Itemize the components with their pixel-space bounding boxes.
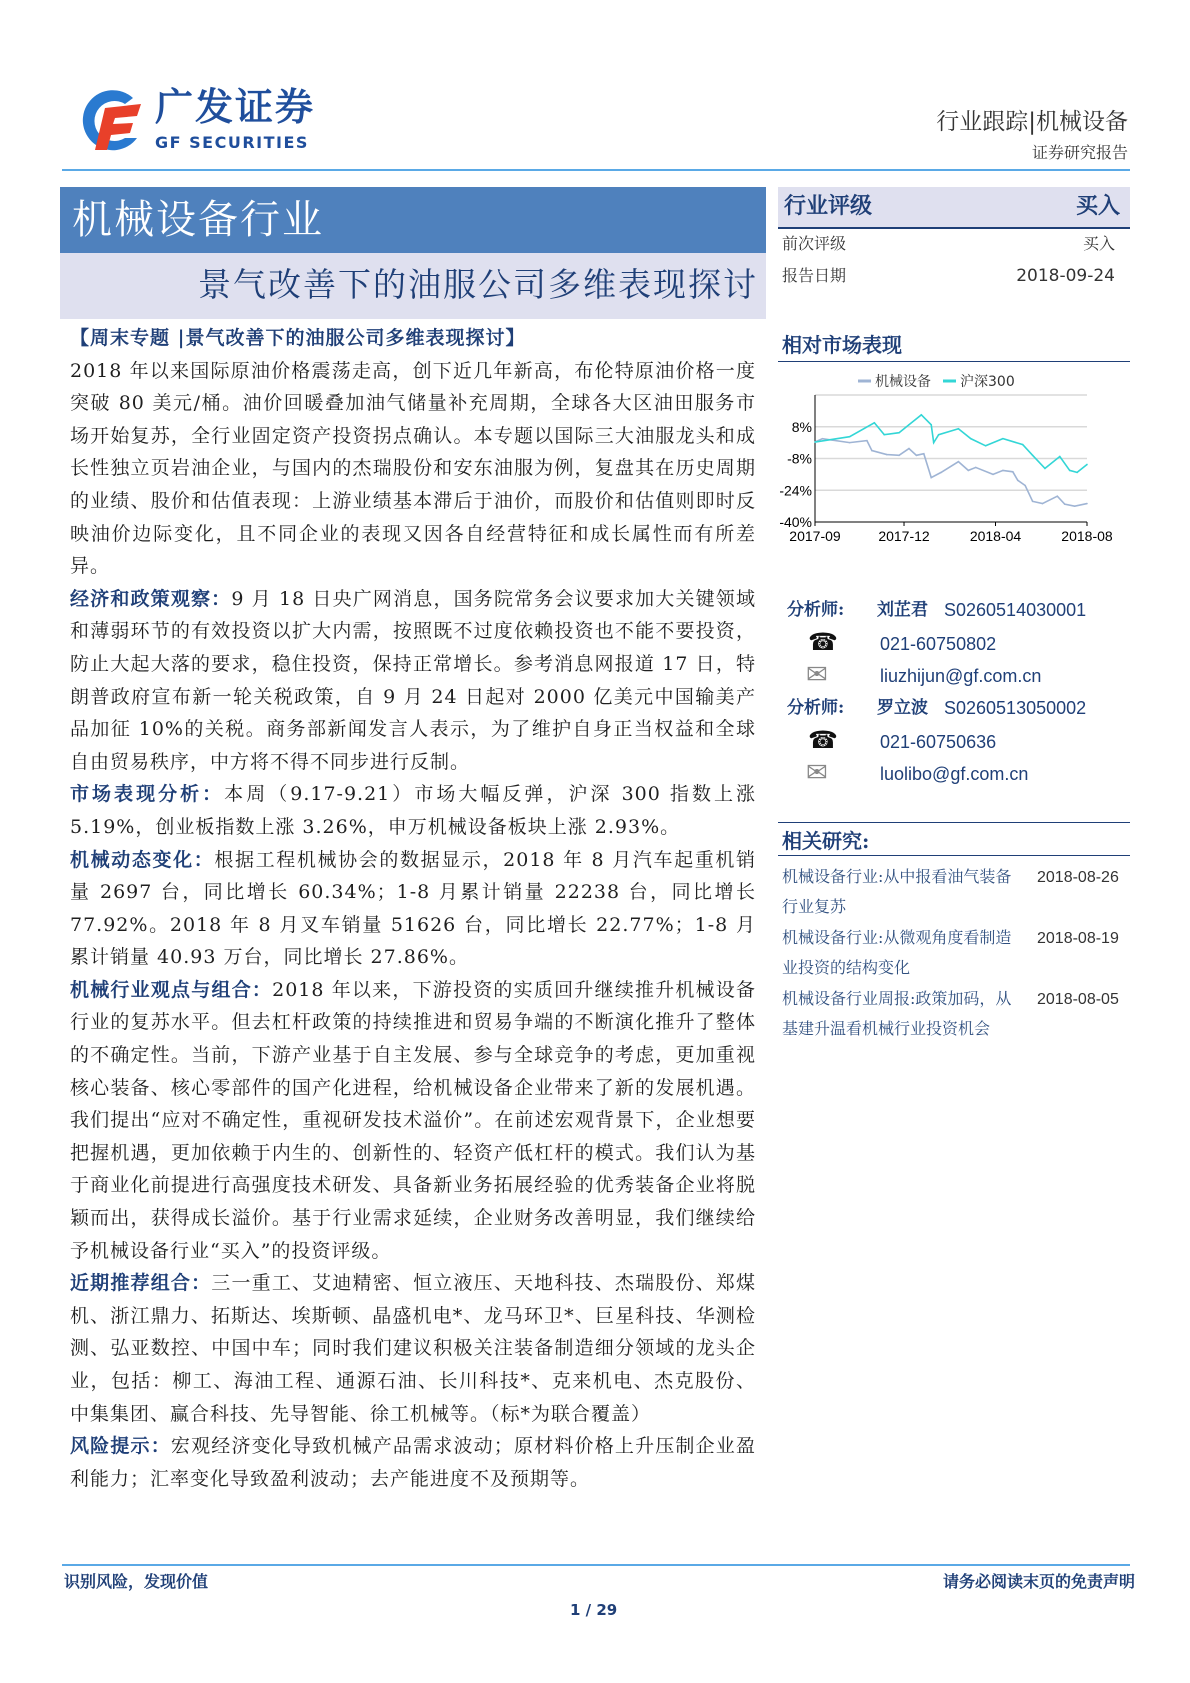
prev-rating-label: 前次评级 — [782, 234, 847, 253]
paragraph-text: 宏观经济变化导致机械产品需求波动；原材料价格上升压制企业盈利能力；汇率变化导致盈利波动；去产能进度不及预期等。 — [70, 1435, 756, 1490]
logo-text-cn: 广发证券 — [155, 85, 316, 129]
related-title: 相关研究: — [782, 829, 870, 853]
analyst-phone: 021-60750636 — [880, 732, 997, 752]
data-point — [898, 455, 900, 457]
related-divider — [778, 855, 1130, 856]
data-point — [1064, 503, 1066, 505]
data-point — [923, 453, 925, 455]
related-report-link[interactable]: 机械设备行业:从微观角度看制造业投资的结构变化 — [782, 928, 1012, 977]
data-point — [1024, 485, 1026, 487]
data-point — [874, 422, 876, 424]
data-point — [1042, 503, 1044, 505]
data-point — [958, 428, 960, 430]
paragraph-text: 9 月 18 日央广网消息，国务院常务会议要求加大关键领域和薄弱环节的有效投资以扩大内需，按照既不过度依赖投资也不能不要投资，防止大起大落的要求，稳住投资，保持正常增长。参考消息网报道 17 日，特朗普政府宣布新一轮关税政策，自 9 月 24 日起对 2000 亿美元中国输美产品加征 10%的关税。商务部新闻发言人表示，为了维护自身正当权益和全球自由贸易秩序，中方将不得不同步进行反制。 — [70, 587, 756, 773]
analyst-phone: 021-60750802 — [880, 634, 997, 654]
email-icon: ✉ — [806, 660, 828, 690]
data-point — [992, 474, 994, 476]
phone-icon: ☎ — [808, 726, 838, 754]
lead-label: 机械动态变化： — [70, 848, 215, 871]
related-top-divider — [778, 822, 1130, 823]
topic-heading: 【周末专题 |景气改善下的油服公司多维表现探讨】 — [70, 327, 526, 349]
data-point — [1022, 444, 1024, 446]
rating-label: 行业评级 — [784, 193, 873, 219]
report-type: 证券研究报告 — [1031, 143, 1128, 162]
analyst-email[interactable]: liuzhijun@gf.com.cn — [880, 666, 1042, 686]
lead-label: 机械行业观点与组合： — [70, 978, 273, 1001]
series-line-machinery — [815, 439, 1087, 506]
data-point — [1086, 503, 1088, 505]
paragraph-market — [70, 778, 756, 843]
paragraph-text: 本周（9.17-9.21）市场大幅反弹，沪深 300 指数上涨 5.19%，创业板指数上涨 3.26%，申万机械设备板块上涨 2.93%。 — [70, 783, 756, 838]
data-point — [908, 424, 910, 426]
data-point — [1032, 501, 1034, 503]
report-date-value: 2018-09-24 — [1016, 266, 1115, 286]
header-divider — [62, 169, 1130, 171]
x-tick-label: 2018-08 — [1061, 528, 1113, 544]
page-number: 1 / 29 — [570, 1601, 618, 1619]
data-point — [1074, 505, 1076, 507]
lead-label: 市场表现分析： — [70, 783, 225, 806]
paragraph-text: 根据工程机械协会的数据显示，2018 年 8 月汽车起重机销量 2697 台，同比增长 60.34%；1-8 月累计销量 22238 台，同比增长 77.92%。2018 年 8 月叉车销量 51626 台，同比增长 22.77%；1-8 月累计销量 40.93 万台，同比增长 27.86%。 — [70, 848, 756, 969]
relative-performance-chart — [778, 364, 1130, 564]
disclaimer-link[interactable]: 请务必阅读末页的免责声明 — [942, 1572, 1135, 1591]
analyst-label: 分析师: — [787, 698, 845, 718]
data-point — [930, 424, 932, 426]
data-point — [898, 432, 900, 434]
data-point — [975, 467, 977, 469]
data-point — [883, 434, 885, 436]
data-point — [866, 440, 868, 442]
chart-title: 相对市场表现 — [782, 333, 902, 357]
data-point — [822, 438, 824, 440]
lead-label: 风险提示： — [70, 1435, 171, 1458]
chart-title-divider — [778, 361, 1130, 362]
y-tick-label: -24% — [779, 482, 812, 499]
page-subtitle: 景气改善下的油服公司多维表现探讨 — [198, 265, 758, 304]
prev-rating-value: 买入 — [1082, 234, 1115, 253]
related-report-link[interactable]: 机械设备行业:从中报看油气装备行业复苏 — [782, 867, 1012, 916]
data-point — [933, 442, 935, 444]
analyst-label: 分析师: — [787, 600, 845, 620]
data-point — [985, 445, 987, 447]
data-point — [1044, 468, 1046, 470]
data-point — [970, 438, 972, 440]
analyst-cert: S0260513050002 — [944, 698, 1087, 718]
report-category: 行业跟踪|机械设备 — [936, 109, 1128, 135]
data-point — [921, 414, 923, 416]
y-tick-label: -40% — [779, 514, 812, 530]
analyst-name: 罗立波 — [877, 698, 928, 718]
x-tick-label: 2018-04 — [969, 528, 1022, 544]
data-point — [1076, 472, 1078, 474]
paragraph-portfolio — [70, 1267, 756, 1430]
data-point — [968, 470, 970, 472]
lead-label: 近期推荐组合： — [70, 1272, 212, 1295]
data-point — [1017, 480, 1019, 482]
paragraph-text: 三一重工、艾迪精密、恒立液压、天地科技、杰瑞股份、郑煤机、浙江鼎力、拓斯达、埃斯顿、晶盛机电*、龙马环卫*、巨星科技、华测检测、弘亚数控、中国中车；同时我们建议积极关注装备制造细分领域的龙头企业，包括：柳工、海油工程、通源石油、长川科技*、克来机电、杰克股份、中集集团、赢合科技、先导智能、徐工机械等。（标*为联合覆盖） — [70, 1272, 756, 1425]
data-point — [940, 472, 942, 474]
footer-divider — [62, 1564, 1130, 1566]
related-report-date: 2018-08-05 — [1037, 991, 1119, 1008]
y-tick-label: 8% — [791, 418, 812, 435]
paragraph-text: 2018 年以来，下游投资的实质回升继续推升机械设备行业的复苏水平。但去杠杆政策的持续推进和贸易争端的不断演化推升了整体的不确定性。当前，下游产业基于自主发展、参与全球竞争的考虑，更加重视核心装备、核心零部件的国产化进程，给机械设备企业带来了新的发展机遇。我们提出“应对不确定性，重视研发技术溢价”。在前述宏观背景下，企业想要把握机遇，更加依赖于内生的、创新性的、轻资产低杠杆的模式。我们认为基于商业化前提进行高强度技术研发、具备新业务拓展经验的优秀装备企业将脱颖而出，获得成长溢价。基于行业需求延续，企业财务改善明显，我们继续给予机械设备行业“买入”的投资评级。 — [70, 978, 756, 1262]
paragraph-intro: 2018 年以来国际原油价格震荡走高，创下近几年新高，布伦特原油价格一度突破 80 美元/桶。油价回暖叠加油气储量补充周期，全球各大区油田服务市场开始复苏，全行业固定资产投资拐点确认。本专题以国际三大油服龙头和成长性独立页岩油企业，与国内的杰瑞股份和安东油服为例，复盘其在历史周期的业绩、股价和估值表现：上游业绩基本滞后于油价，而股价和估值则即时反映油价边际变化，且不同企业的表现又因各自经营特征和成长属性而有所差异。 — [70, 359, 756, 578]
data-point — [908, 448, 910, 450]
paragraph-view — [70, 974, 756, 1267]
data-point — [1086, 464, 1088, 466]
rating-value: 买入 — [1075, 193, 1120, 219]
data-point — [930, 477, 932, 479]
paragraph-risk — [70, 1430, 756, 1495]
related-report-date: 2018-08-19 — [1037, 930, 1119, 947]
analyst-name: 刘芷君 — [877, 600, 928, 620]
paragraph-dynamics — [70, 844, 756, 974]
data-point — [1057, 495, 1059, 497]
data-point — [1069, 470, 1071, 472]
footer-slogan: 识别风险，发现价值 — [64, 1572, 209, 1591]
analyst-email[interactable]: luolibo@gf.com.cn — [880, 764, 1029, 784]
y-tick-label: -8% — [787, 450, 812, 467]
legend-label: 机械设备 — [875, 374, 931, 390]
data-point — [1032, 455, 1034, 457]
analyst-cert: S0260514030001 — [944, 600, 1087, 620]
data-point — [938, 434, 940, 436]
rating-box — [778, 187, 1130, 229]
paragraph-policy — [70, 583, 756, 779]
data-point — [1012, 471, 1014, 473]
email-icon: ✉ — [806, 758, 828, 788]
report-date-label: 报告日期 — [782, 266, 847, 285]
data-point — [916, 455, 918, 457]
data-point — [1002, 470, 1004, 472]
related-report-link[interactable]: 机械设备行业周报:政策加码，从基建升温看机械行业投资机会 — [782, 989, 1012, 1038]
series-line-csi300 — [815, 415, 1087, 473]
lead-label: 经济和政策观察： — [70, 587, 232, 610]
data-point — [814, 441, 816, 443]
gf-logo-icon — [75, 90, 145, 156]
report-body — [70, 322, 756, 1495]
data-point — [849, 436, 851, 438]
data-point — [958, 461, 960, 463]
data-point — [886, 454, 888, 456]
phone-icon: ☎ — [808, 628, 838, 656]
logo-text-en: GF SECURITIES — [155, 133, 309, 152]
data-point — [1002, 438, 1004, 440]
page-title: 机械设备行业 — [72, 197, 324, 243]
legend-label: 沪深300 — [960, 374, 1015, 390]
data-point — [1059, 456, 1061, 458]
data-point — [849, 442, 851, 444]
related-report-date: 2018-08-26 — [1037, 869, 1119, 886]
data-point — [871, 450, 873, 452]
x-tick-label: 2017-09 — [789, 528, 841, 544]
x-tick-label: 2017-12 — [878, 528, 930, 544]
